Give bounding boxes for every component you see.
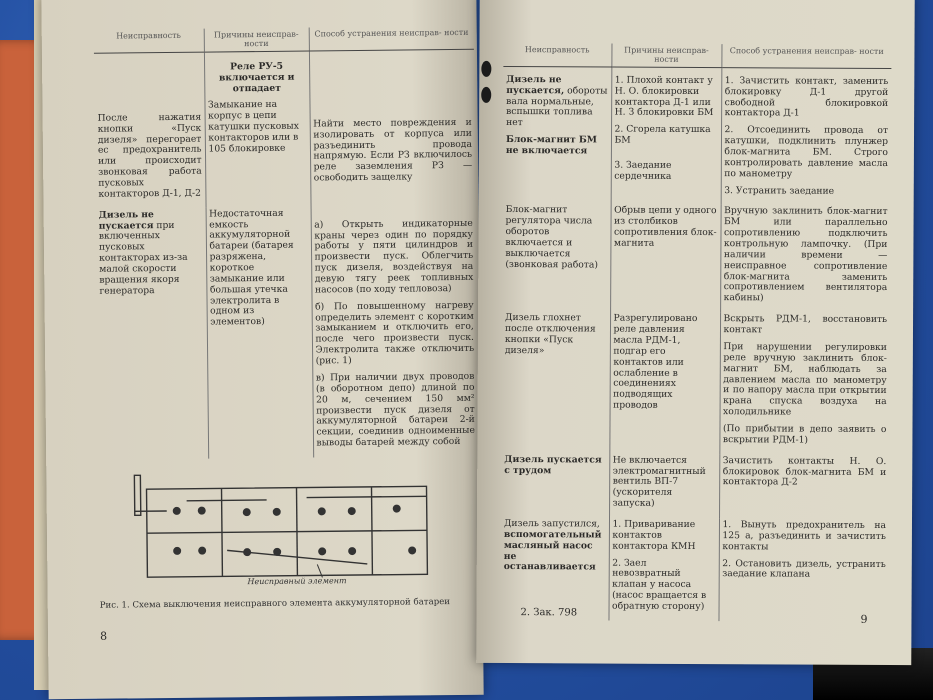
cause-text: 2. Заел невозвратный клапан у насоса (насос вращается в обратную сторону) bbox=[612, 557, 707, 613]
cause-text: Не включается электромагнитный вентиль ВП-7 (ускорителя запуска) bbox=[612, 454, 706, 509]
table-row bbox=[501, 453, 889, 519]
header-fault: Неисправность bbox=[503, 43, 611, 67]
header-cause: Причины неисправ- ности bbox=[204, 27, 309, 51]
remedy-text: 2. Остановить дизель, устранить заедание клапана bbox=[722, 557, 886, 580]
remedy-text: 1. Зачистить контакт, заменить блокировку Д-1 другой свободной блокировкой контактора Д-1 bbox=[724, 75, 889, 119]
header-cause: Причины неисправ- ности bbox=[611, 44, 721, 68]
fault-bold: Дизель не пускается, bbox=[506, 73, 565, 97]
table-row bbox=[503, 66, 892, 205]
cause-text: 1. Плохой контакт у Н. О. блокировки контактора Д-1 или Н. З блокировки БМ bbox=[614, 74, 714, 119]
fault-text: Дизель глохнет после отключения кнопки «Пуск дизеля» bbox=[504, 312, 596, 356]
cause-text: Обрыв цепи у одного из столбиков сопротивления блок-магнита bbox=[613, 205, 717, 249]
table-row bbox=[501, 311, 890, 454]
left-fault-table bbox=[94, 26, 478, 460]
fault-text: Блок-магнит регулятора числа оборотов включается и выключается (звонковая работа) bbox=[505, 204, 599, 271]
remedy-b: б) По повышенному нагреву определить элемент с коротким замыканием и отключить его, после чего произвести пуск. Электролита также отключить (рис. 1) bbox=[315, 299, 475, 367]
fault-bold: Дизель пускается с трудом bbox=[504, 453, 602, 476]
table-row bbox=[502, 203, 891, 313]
left-page bbox=[41, 0, 483, 699]
remedy-text: Найти место повреждения и изолировать от корпуса или разъединить провода напрямую. Если РЗ включилось реле заземления РЗ — освободить защелку bbox=[313, 116, 473, 184]
table-row bbox=[96, 205, 479, 460]
remedy-text: 2. Отсоединить провода от катушки, подклинить плунжер блок-магнита БМ. Строго контролировать давление масла по манометру bbox=[724, 124, 889, 180]
binding-hole bbox=[481, 61, 491, 77]
remedy-text: (По прибытии в депо заявить о вскрытии РДМ-1) bbox=[722, 423, 887, 446]
remedy-text: Зачистить контакты Н. О. блокировок блок-магнита БМ и контактора Д-2 bbox=[722, 454, 887, 488]
fault-text: при включенных пусковых контакторах из-за малой скорости вращения якоря генератора bbox=[98, 219, 188, 297]
right-fault-table bbox=[500, 43, 891, 622]
header-fault: Неисправность bbox=[94, 29, 204, 54]
fault-text: Дизель запустился, bbox=[503, 517, 600, 530]
cause-text: 2. Сгорела катушка БМ bbox=[614, 123, 711, 146]
header-remedy: Способ устранения неисправ- ности bbox=[309, 26, 474, 51]
cause-text: Недостаточная емкость аккумуляторной батареи (батарея разряжена, короткое замыкание или большая утечка электролита в одном из элементов) bbox=[209, 207, 294, 328]
remedy-text: 1. Вынуть предохранитель на 125 а, разъединить и зачистить контакты bbox=[722, 519, 887, 553]
page-number: 8 bbox=[99, 629, 108, 643]
cause-title: Реле РУ-5 включается и отпадает bbox=[218, 60, 295, 94]
remedy-text: Вскрыть РДМ-1, восстановить контакт bbox=[723, 313, 888, 336]
fault-bold: Блок-магнит БМ не включается bbox=[505, 134, 597, 157]
remedy-a: а) Открыть индикаторные краны через один по порядку работы у пяти цилиндров и произвести пуск. Облегчить пуск дизеля, воздействуя на девую тягу реек топливных насосов (по ходу тепловоза) bbox=[314, 217, 474, 296]
right-page bbox=[476, 0, 915, 665]
cause-text: Разрегулировано реле давления масла РДМ-1, подгар его контактов или ослабление в соединениях подводящих проводов bbox=[613, 312, 698, 411]
remedy-text: Вручную заклинить блок-магнит БМ или параллельно сопротивлению подключить контрольную лампочку. (При наличии времени — неисправное сопротивление блок-магнита заменить сопротивлением вентилятора кабины) bbox=[723, 205, 888, 304]
table-header bbox=[503, 43, 891, 68]
cause-text: 3. Заедание сердечника bbox=[614, 159, 672, 182]
fault-text: обороты вала нормальные, вспышки топлива нет bbox=[506, 85, 608, 129]
figure-caption: Рис. 1. Схема выключения неисправного элемента аккумуляторной батареи bbox=[99, 597, 451, 611]
fault-bold: вспомогательный масляный насос не останавливается bbox=[503, 528, 602, 573]
battery-diagram bbox=[126, 468, 447, 591]
page-number: 9 bbox=[860, 612, 868, 626]
fault-text: После нажатия кнопки «Пуск дизеля» перегорает ес предохранитель или происходит звонковая работа пусковых контакторов Д-1, Д-2 bbox=[97, 111, 202, 200]
binding-hole bbox=[481, 87, 491, 103]
remedy-text: 3. Устранить заедание bbox=[724, 184, 835, 197]
header-remedy: Способ устранения неисправ- ности bbox=[721, 44, 891, 68]
fault-bold: Дизель не пускается bbox=[98, 208, 154, 232]
remedy-c: в) При наличии двух проводов (в оборотном депо) длиной по 20 м, сечением 150 мм² произвести пуск дизеля от аккумуляторной батареи 2-й секции, соединив одноименные выводы батарей между собой bbox=[315, 370, 475, 449]
remedy-text: При нарушении регулировки реле вручную заклинить блок-магнит БМ, наблюдать за давлением масла по манометру и по напору масла при открытии крана спуска воздуха на холодильнике bbox=[723, 341, 887, 418]
signature-note: 2. Зак. 798 bbox=[520, 607, 578, 619]
diagram-label: Неисправный элемент bbox=[247, 576, 347, 587]
cause-text: 1. Приваривание контактов контактора КМН bbox=[612, 518, 696, 552]
table-row bbox=[500, 517, 889, 622]
cause-text: Замыкание на корпус в цепи катушки пусковых контакторов или в 105 блокировке bbox=[207, 99, 299, 155]
table-row bbox=[94, 49, 476, 208]
